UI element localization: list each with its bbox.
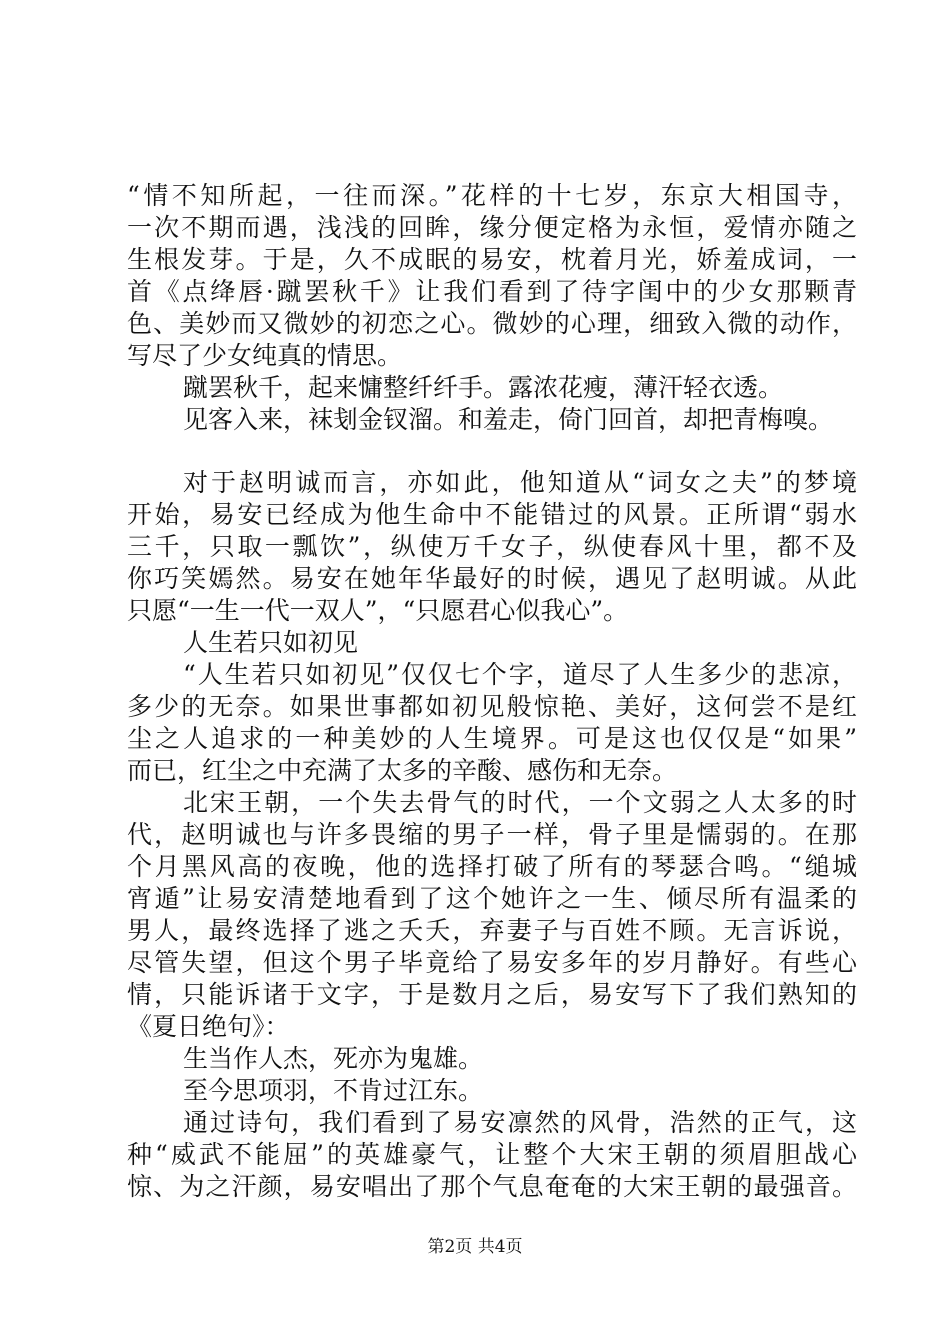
text-line: “人生若只如初见”仅仅七个字，道尽了人生多少的悲凉， (183, 660, 857, 689)
text-line: 一次不期而遇，浅浅的回眸，缘分便定格为永恒，爱情亦随之 (127, 213, 857, 242)
text-line: 生根发芽。于是，久不成眠的易安，枕着月光，娇羞成词，一 (127, 245, 857, 274)
section-heading: 人生若只如初见 (183, 628, 359, 657)
text-line: 首《点绛唇·蹴罢秋千》让我们看到了待字闺中的少女那颗青 (127, 277, 857, 306)
text-line: 代，赵明诚也与许多畏缩的男子一样，骨子里是懦弱的。在那 (127, 820, 857, 849)
poem-line: 见客入来，袜刬金钗溜。和羞走，倚门回首，却把青梅嗅。 (183, 405, 834, 434)
text-line: 宵遁”让易安清楚地看到了这个她许之一生、倾尽所有温柔的 (127, 884, 857, 913)
poem-line: 至今思项羽，不肯过江东。 (183, 1076, 484, 1105)
text-line: “情不知所起，一往而深。”花样的十七岁，东京大相国寺， (127, 181, 857, 210)
text-line: 通过诗句，我们看到了易安凛然的风骨，浩然的正气，这 (183, 1108, 857, 1137)
text-line: 北宋王朝，一个失去骨气的时代，一个文弱之人太多的时 (183, 788, 857, 817)
text-line: 种“威武不能屈”的英雄豪气，让整个大宋王朝的须眉胆战心 (127, 1140, 857, 1169)
text-line: 对于赵明诚而言，亦如此，他知道从“词女之夫”的梦境 (183, 468, 857, 497)
text-line: 色、美妙而又微妙的初恋之心。微妙的心理，细致入微的动作， (127, 309, 857, 338)
poem-line: 蹴罢秋千，起来慵整纤纤手。露浓花瘦，薄汗轻衣透。 (183, 373, 784, 402)
text-line: 情，只能诉诸于文字，于是数月之后，易安写下了我们熟知的 (127, 980, 857, 1009)
poem-line: 生当作人杰，死亦为鬼雄。 (183, 1044, 484, 1073)
paragraph-gap (127, 436, 857, 467)
page-number-footer: 第2页 共4页 (427, 1237, 523, 1257)
text-line: 多少的无奈。如果世事都如初见般惊艳、美好，这何尝不是红 (127, 692, 857, 721)
text-line: 尽管失望，但这个男子毕竟给了易安多年的岁月静好。有些心 (127, 948, 857, 977)
text-line: 而已，红尘之中充满了太多的辛酸、感伤和无奈。 (127, 756, 678, 785)
text-line: 《夏日绝句》： (127, 1012, 290, 1041)
text-line: 写尽了少女纯真的情思。 (127, 341, 403, 370)
text-line: 只愿“一生一代一双人”，“只愿君心似我心”。 (127, 596, 629, 625)
text-line: 惊、为之汗颜，易安唱出了那个气息奄奄的大宋王朝的最强音。 (127, 1172, 857, 1201)
text-line: 你巧笑嫣然。易安在她年华最好的时候，遇见了赵明诚。从此 (127, 564, 857, 593)
text-line: 尘之人追求的一种美妙的人生境界。可是这也仅仅是“如果” (127, 724, 857, 753)
text-line: 个月黑风高的夜晚，他的选择打破了所有的琴瑟合鸣。“缒城 (127, 852, 857, 881)
text-line: 三千，只取一瓢饮”，纵使万千女子，纵使春风十里，都不及 (127, 532, 857, 561)
text-line: 开始，易安已经成为他生命中不能错过的风景。正所谓“弱水 (127, 500, 857, 529)
document-body (127, 180, 857, 1203)
text-line: 男人，最终选择了逃之夭夭，弃妻子与百姓不顾。无言诉说， (127, 916, 857, 945)
